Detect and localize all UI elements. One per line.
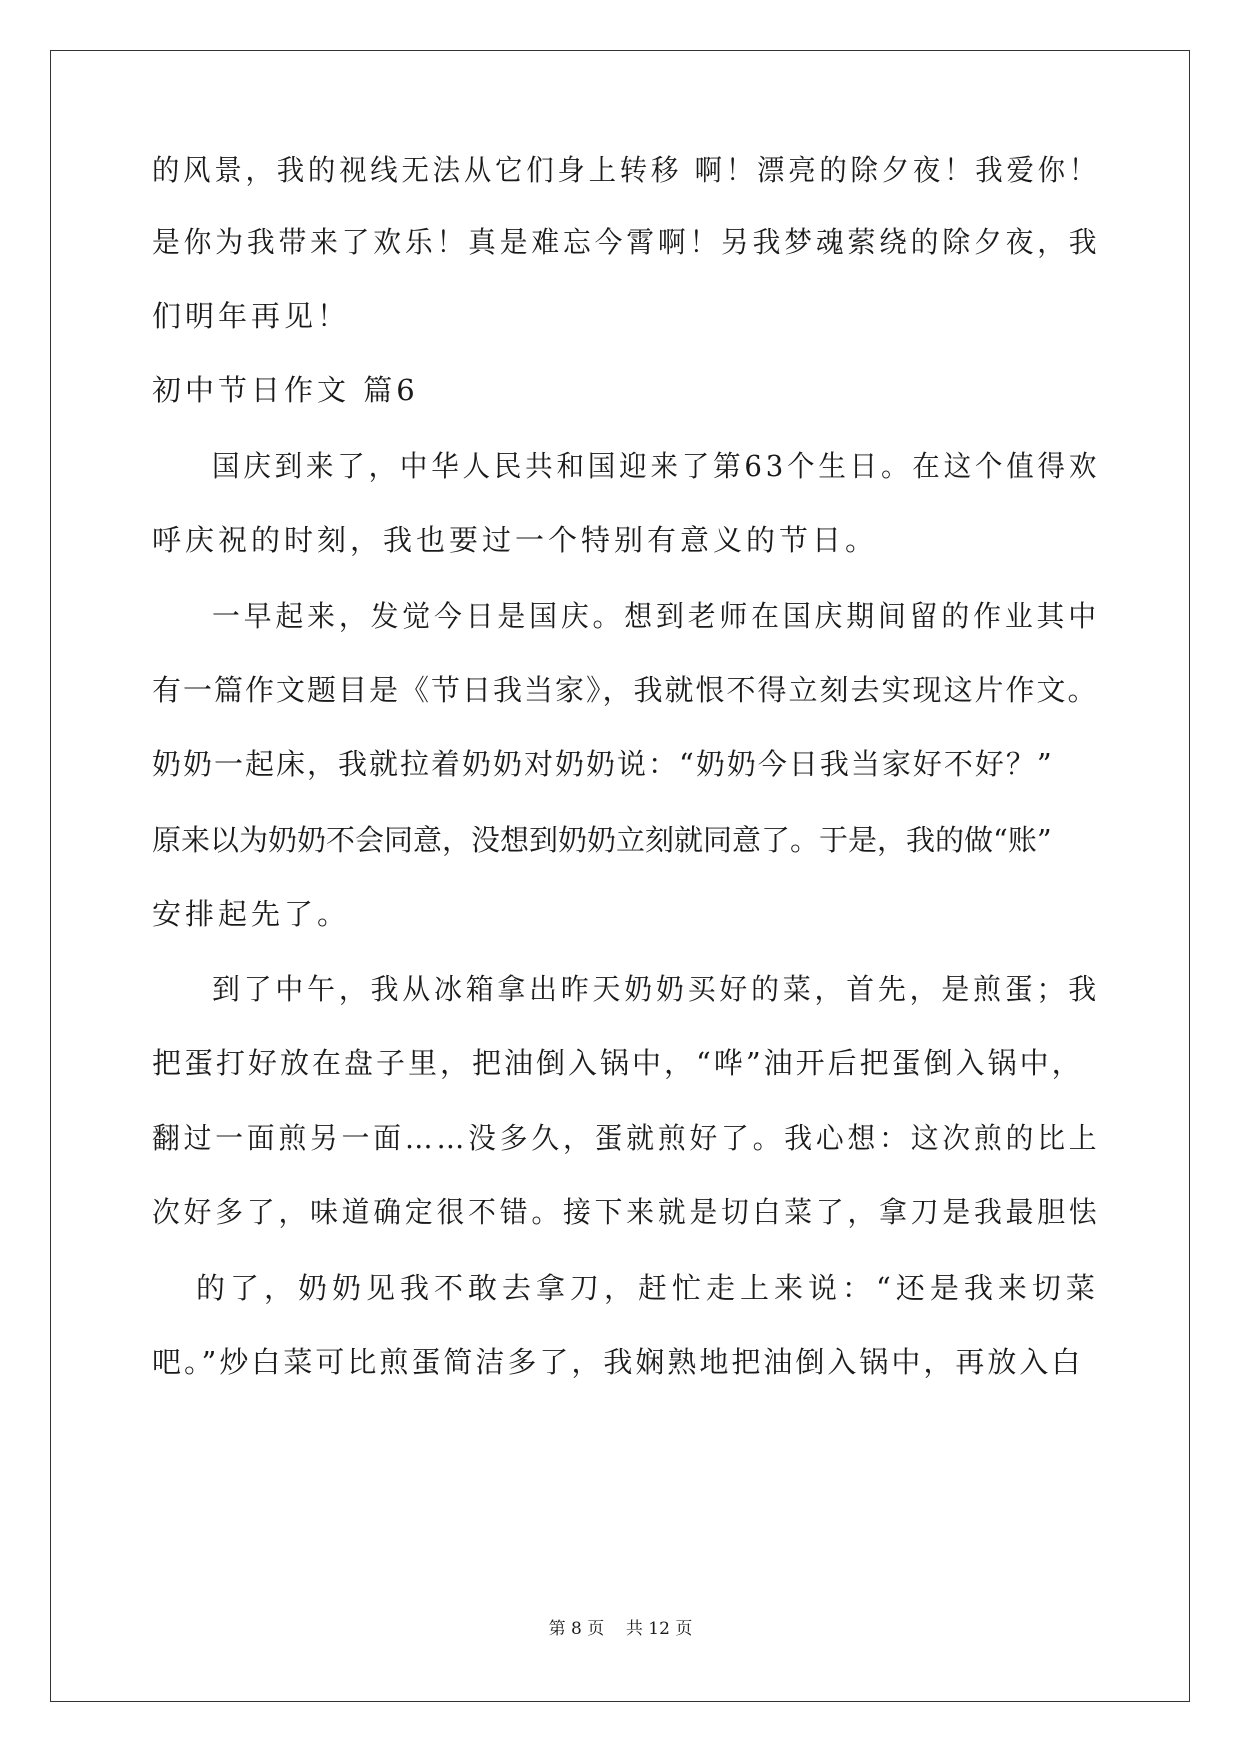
page-number-footer: 第 8 页 共 12 页 (548, 1619, 693, 1639)
body-line-8: 有一篇作文题目是《节日我当家》，我就恨不得立刻去实现这片作文。 (152, 673, 1099, 707)
body-line-15: 次好多了，味道确定很不错。接下来就是切白菜了，拿刀是我最胆怯 (152, 1195, 1101, 1229)
body-line-10: 原来以为奶奶不会同意，没想到奶奶立刻就同意了。于是，我的做“账” (152, 823, 1052, 857)
body-line-11: 安排起先了。 (152, 897, 351, 931)
body-line-9: 奶奶一起床，我就拉着奶奶对奶奶说：“奶奶今日我当家好不好？” (152, 747, 1054, 781)
section-heading: 初中节日作文 篇6 (152, 373, 419, 407)
body-line-3: 们明年再见！ (152, 299, 351, 333)
body-line-6: 呼庆祝的时刻，我也要过一个特别有意义的节日。 (152, 523, 879, 557)
body-line-12: 到了中午，我从冰箱拿出昨天奶奶买好的菜，首先，是煎蛋；我 (212, 972, 1100, 1006)
body-line-17: 吧。”炒白菜可比煎蛋简洁多了，我娴熟地把油倒入锅中，再放入白 (152, 1345, 1084, 1379)
body-line-1: 的风景，我的视线无法从它们身上转移 啊！漂亮的除夕夜！我爱你！ (152, 153, 1101, 187)
page-border (50, 50, 1190, 1702)
body-line-13: 把蛋打好放在盘子里，把油倒入锅中，“哗”油开后把蛋倒入锅中， (152, 1046, 1084, 1080)
body-line-16: 的了，奶奶见我不敢去拿刀，赶忙走上来说：“还是我来切菜 (196, 1271, 1100, 1305)
body-line-5: 国庆到来了，中华人民共和国迎来了第63个生日。在这个值得欢 (212, 449, 1101, 483)
body-line-2: 是你为我带来了欢乐！真是难忘今霄啊！另我梦魂萦绕的除夕夜，我 (152, 225, 1101, 259)
body-line-7: 一早起来，发觉今日是国庆。想到老师在国庆期间留的作业其中 (212, 599, 1100, 633)
body-line-14: 翻过一面煎另一面……没多久，蛋就煎好了。我心想：这次煎的比上 (152, 1121, 1101, 1155)
